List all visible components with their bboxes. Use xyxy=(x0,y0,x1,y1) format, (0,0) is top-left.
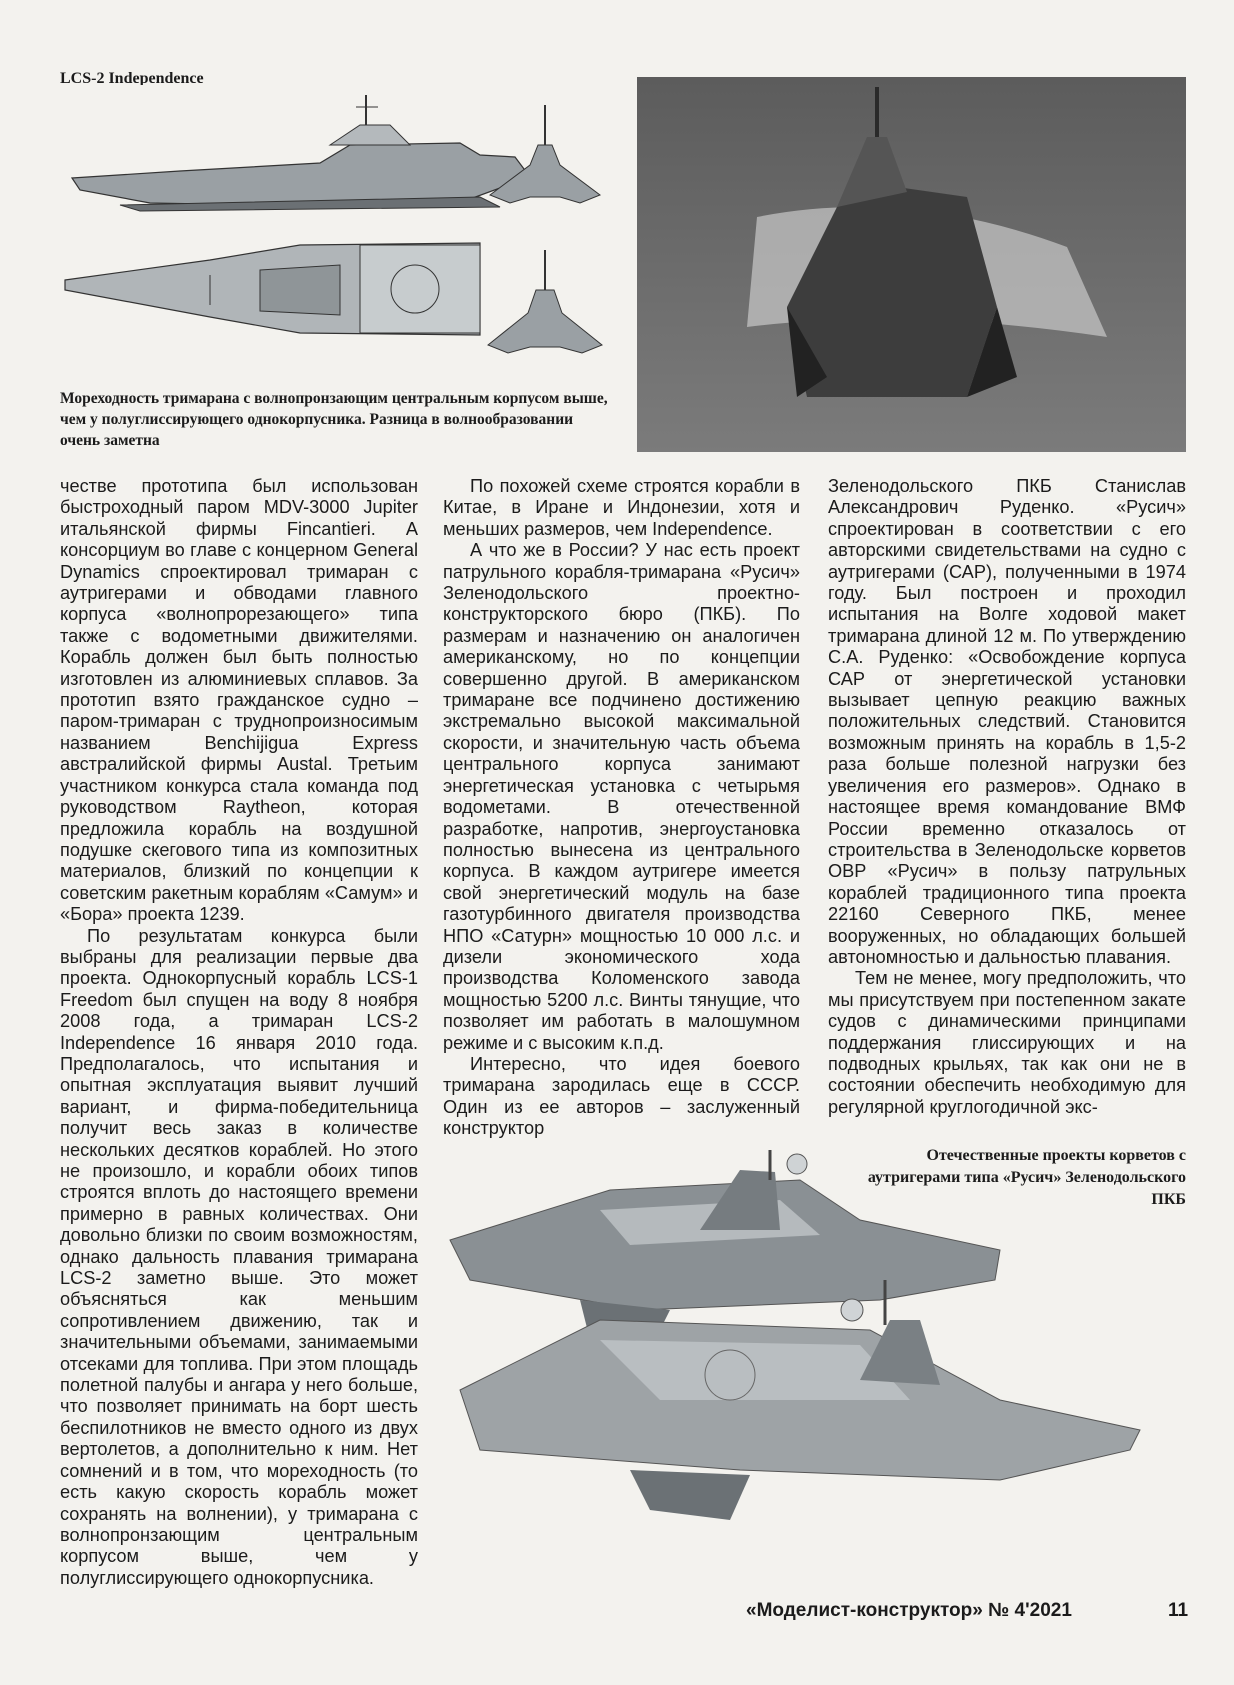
figure-caption: Мореходность тримарана с волнопронзающим центральным корпусом выше, чем у полуглиссирующего однокорпусника. Разница в волнообразовании очень заметна xyxy=(60,390,608,449)
text-column-2 xyxy=(443,476,800,1140)
text-column-1 xyxy=(60,476,418,1589)
corvette-renders xyxy=(440,1150,1195,1580)
paragraph: По результатам конкурса были выбраны для реализации первые два проекта. Однокорпусный корабль LCS-1 Freedom был спущен на воду 8 ноября 2008 года, а тримаран LCS-2 Independence 16 января 2010 года. Предполагалось, что испытания и опытная эксплуатация выявит лучший вариант, и фирма-победительница получит весь заказ в количестве нескольких десятков кораблей. Но этого не произошло, и корабли обоих типов строятся вплоть до настоящего времени примерно в равных количествах. Они довольно близки по своим возможностям, однако дальность плавания тримарана LCS-2 заметно выше. Это может объясняться как меньшим сопротивлением движению, так и значительными объемами, занимаемыми отсеками для топлива. При этом площадь полетной палубы и ангара у него больше, что позволяет принимать на борт шесть беспилотников не вместо одного из двух вертолетов, а дополнительно к ним. Нет сомнений и в том, что мореходность (то есть какую скорость корабль может сохранять на волнении), у тримарана с волнопронзающим центральным корпусом выше, чем у полуглиссирующего однокорпусника. xyxy=(60,925,418,1588)
paragraph: По похожей схеме строятся корабли в Китае, в Иране и Индонезии, хотя и меньших размеров, чем Independence. xyxy=(443,476,800,539)
front-view-drawing xyxy=(488,105,602,353)
ship-photo xyxy=(637,77,1186,452)
paragraph: Интересно, что идея боевого тримарана зародилась еще в СССР. Один из ее авторов – заслуженный конструктор xyxy=(443,1053,800,1139)
paragraph: А что же в России? У нас есть проект патрульного корабля-тримарана «Русич» Зеленодольского проектно-конструкторского бюро (ПКБ). По размерам и назначению он аналогичен американскому, но по концепции совершенно другой. В американском тримаране все подчинено достижению экстремально высокой максимальной скорости, и значительную часть объема центрального корпуса занимают энергетическая установка с четырьмя водометами. В отечественной разработке, напротив, энергоустановка полностью вынесена из центрального корпуса. В каждом аутригере имеется свой энергетический модуль на базе газотурбинного двигателя производства НПО «Сатурн» мощностью 10 000 л.с. и дизели экономического хода производства Коломенского завода мощностью 5200 л.с. Винты тянущие, что позволяет им работать в малошумном режиме и с высоким к.п.д. xyxy=(443,540,800,1053)
paragraph: честве прототипа был использован быстроходный паром MDV-3000 Jupiter итальянской фирмы Fincantieri. А консорциум во главе с концерном General Dynamics спроектировал тримаран с аутригерами и обводами главного корпуса «волнопрорезающего» типа также с водометными движителями. Корабль должен был быть полностью изготовлен из алюминиевых сплавов. За прототип взято гражданское судно – паром-тримаран с труднопроизносимым названием Benchijigua Express австралийской фирмы Austal. Третьим участником конкурса стала команда под руководством Raytheon, которая предложила корабль на воздушной подушке скегового типа из композитных материалов, близкий по концепции к советским ракетным кораблям «Самум» и «Бора» проекта 1239. xyxy=(60,476,418,925)
text-column-3 xyxy=(828,476,1186,1118)
footer-journal: «Моделист-конструктор» № 4'2021 xyxy=(746,1600,1072,1621)
paragraph: Зеленодольского ПКБ Станислав Александрович Руденко. «Русич» спроектирован в соответствии с его авторскими свидетельствами на судно с аутригерами (САР), полученными в 1974 году. Был построен и проходил испытания на Волге ходовой макет тримарана длиной 12 м. По утверждению С.А. Руденко: «Освобождение корпуса САР от энергетической установки вызывает цепную реакцию важных положительных следствий. Становится возможным принять на корабль в 1,5-2 раза больше полезной нагрузки без увеличения его размеров». Однако в настоящее время командование ВМФ России временно отказалось от строительства в Зеленодольске корветов ОВР «Русич» в пользу патрульных кораблей традиционного типа проекта 22160 Северного ПКБ, менее вооруженных, но обладающих большей автономностью и дальностью плавания. xyxy=(828,476,1186,967)
figure-title: LCS-2 Independence xyxy=(60,70,204,87)
render-caption: Отечественные проекты корветов с аутригерами типа «Русич» Зеленодольского ПКБ xyxy=(867,1147,1186,1208)
plan-view-drawing xyxy=(65,243,480,335)
side-profile-drawing xyxy=(72,95,530,211)
paragraph: Тем не менее, могу предположить, что мы присутствуем при постепенном закате судов с динамическими принципами поддержания глиссирующих и на подводных крыльях, так как они не в состоянии обеспечить необходимую для регулярной круглогодичной экс- xyxy=(828,968,1186,1117)
ship-line-drawings xyxy=(60,85,635,380)
corvette-render-bottom xyxy=(460,1280,1140,1520)
page-number: 11 xyxy=(1168,1600,1189,1621)
